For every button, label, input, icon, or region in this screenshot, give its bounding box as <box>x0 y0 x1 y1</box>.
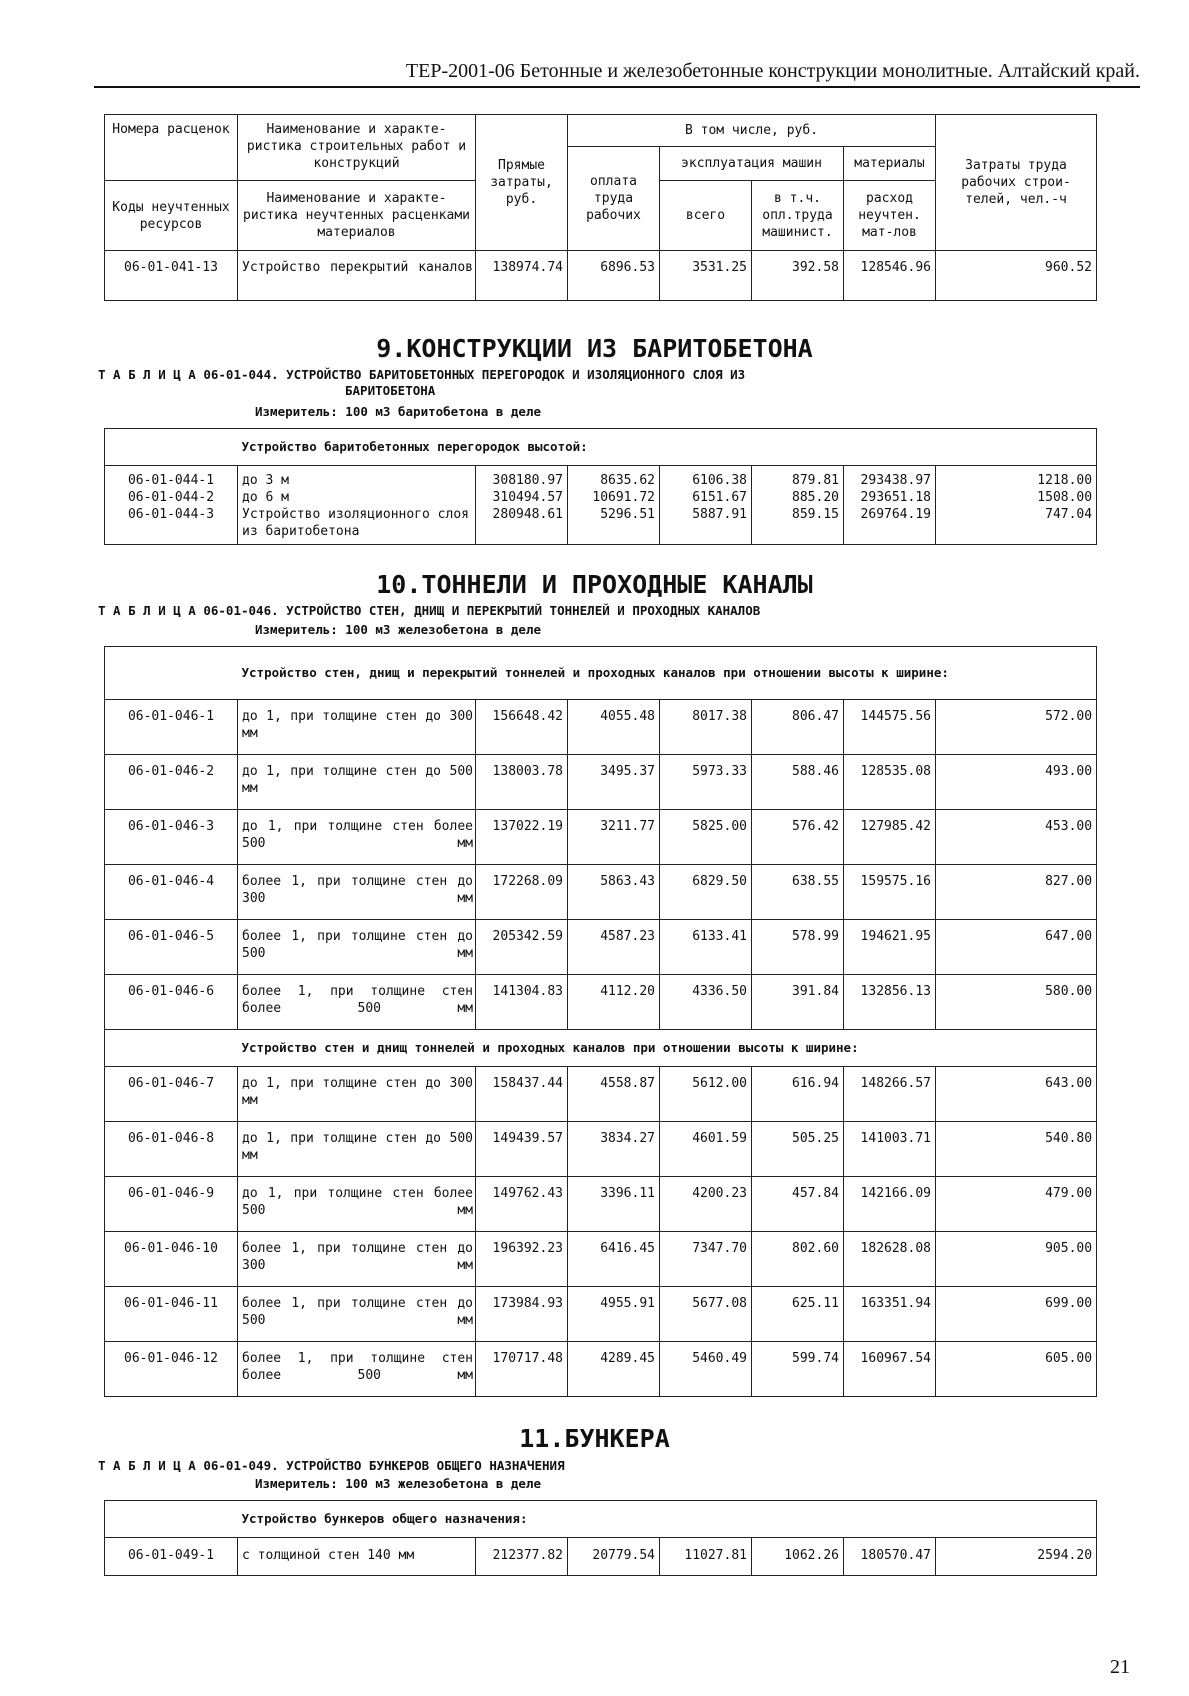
materials: 182628.08 <box>844 1232 936 1287</box>
table-row <box>105 1232 1097 1287</box>
group-header-row <box>105 1501 1097 1538</box>
rate-name: до 3 м <box>242 473 289 488</box>
materials: 132856.13 <box>844 975 936 1030</box>
running-title: ТЕР-2001-06 Бетонные и железобетонные конструкции монолитные. Алтайский край. <box>405 60 1140 82</box>
header-rule <box>94 86 1140 88</box>
table-row <box>105 1067 1097 1122</box>
materials: 194621.95 <box>844 920 936 975</box>
table-label <box>98 367 746 398</box>
operator-pay: 806.47 <box>752 700 844 755</box>
materials: 293651.18 <box>860 490 931 505</box>
machines-total: 5677.08 <box>660 1287 752 1342</box>
header-unaccounted-materials: расход неучтен. мат-лов <box>844 181 936 251</box>
machines-total: 11027.81 <box>660 1538 752 1576</box>
table-row <box>105 1122 1097 1177</box>
table-row <box>105 700 1097 755</box>
section-title: 11.БУНКЕРА <box>519 1424 670 1453</box>
worker-pay: 3495.37 <box>568 755 660 810</box>
labor-costs: 580.00 <box>936 975 1097 1030</box>
worker-pay: 8635.62 <box>600 473 655 488</box>
header-materials: материалы <box>844 147 936 181</box>
rate-name: до 1, при толщине стен более 500 мм <box>242 819 473 851</box>
rate-name: более 1, при толщине стен более 500 мм <box>242 1351 473 1383</box>
table-row <box>105 466 1097 545</box>
header-machine-operation: эксплуатация машин <box>660 147 844 181</box>
rate-name: Устройство изоляционного слоя из баритобетона <box>242 507 469 539</box>
materials: 144575.56 <box>844 700 936 755</box>
operator-pay: 578.99 <box>752 920 844 975</box>
worker-pay: 4112.20 <box>568 975 660 1030</box>
rate-code: 06-01-046-3 <box>105 810 238 865</box>
machines-total: 6133.41 <box>660 920 752 975</box>
operator-pay: 885.20 <box>792 490 839 505</box>
materials: 148266.57 <box>844 1067 936 1122</box>
group-title: Устройство стен, днищ и перекрытий тоннелей и проходных каналов при отношении высоты к ширине: <box>238 647 1097 700</box>
header-direct-costs: Прямые затраты, руб. <box>476 115 568 251</box>
operator-pay: 588.46 <box>752 755 844 810</box>
direct-costs: 173984.93 <box>476 1287 568 1342</box>
direct-costs: 196392.23 <box>476 1232 568 1287</box>
direct-costs: 149439.57 <box>476 1122 568 1177</box>
worker-pay: 4955.91 <box>568 1287 660 1342</box>
header-worker-pay: оплата труда рабочих <box>568 147 660 251</box>
table-row <box>105 865 1097 920</box>
operator-pay: 616.94 <box>752 1067 844 1122</box>
rate-name: до 1, при толщине стен до 500 мм <box>242 1131 473 1163</box>
labor-costs: 493.00 <box>936 755 1097 810</box>
section-title: 9.КОНСТРУКЦИИ ИЗ БАРИТОБЕТОНА <box>376 334 813 363</box>
group-title: Устройство бункеров общего назначения: <box>238 1501 1097 1538</box>
worker-pay: 3211.77 <box>568 810 660 865</box>
direct-costs: 308180.97 <box>492 473 563 488</box>
machines-total: 4601.59 <box>660 1122 752 1177</box>
group-title: Устройство баритобетонных перегородок высотой: <box>238 429 1097 466</box>
operator-pay: 576.42 <box>752 810 844 865</box>
machines-total: 6151.67 <box>692 490 747 505</box>
operator-pay: 392.58 <box>752 251 844 301</box>
rate-code: 06-01-046-8 <box>105 1122 238 1177</box>
machines-total: 8017.38 <box>660 700 752 755</box>
operator-pay: 505.25 <box>752 1122 844 1177</box>
table-row <box>105 920 1097 975</box>
machines-total: 5460.49 <box>660 1342 752 1397</box>
materials: 160967.54 <box>844 1342 936 1397</box>
table-row <box>105 1538 1097 1576</box>
machines-total: 5887.91 <box>692 507 747 522</box>
header-operator-pay: в т.ч. опл.труда машинист. <box>752 181 844 251</box>
rate-code: 06-01-046-4 <box>105 865 238 920</box>
rate-name: до 1, при толщине стен более 500 мм <box>242 1186 473 1218</box>
operator-pay: 859.15 <box>792 507 839 522</box>
worker-pay: 4587.23 <box>568 920 660 975</box>
machines-total: 5973.33 <box>660 755 752 810</box>
direct-costs: 205342.59 <box>476 920 568 975</box>
rate-code: 06-01-044-3 <box>127 507 215 522</box>
rate-code: 06-01-046-1 <box>105 700 238 755</box>
header-unaccounted-names: Наименование и характе- ристика неучтенных расценками материалов <box>238 181 476 251</box>
operator-pay: 802.60 <box>752 1232 844 1287</box>
materials: 141003.71 <box>844 1122 936 1177</box>
direct-costs: 138003.78 <box>476 755 568 810</box>
worker-pay: 4289.45 <box>568 1342 660 1397</box>
rate-code: 06-01-046-7 <box>105 1067 238 1122</box>
operator-pay: 457.84 <box>752 1177 844 1232</box>
table-row <box>105 975 1097 1030</box>
machines-total: 3531.25 <box>660 251 752 301</box>
machines-total: 5612.00 <box>660 1067 752 1122</box>
materials: 163351.94 <box>844 1287 936 1342</box>
operator-pay: 391.84 <box>752 975 844 1030</box>
labor-costs: 1508.00 <box>1037 490 1093 505</box>
operator-pay: 879.81 <box>792 473 839 488</box>
machines-total: 4200.23 <box>660 1177 752 1232</box>
table-label-text: Т А Б Л И Ц А 06-01-044. УСТРОЙСТВО БАРИТОБЕТОННЫХ ПЕРЕГОРОДОК И ИЗОЛЯЦИОННОГО СЛОЯ ИЗ <box>98 367 746 382</box>
materials: 127985.42 <box>844 810 936 865</box>
machines-total: 7347.70 <box>660 1232 752 1287</box>
table-label: Т А Б Л И Ц А 06-01-049. УСТРОЙСТВО БУНКЕРОВ ОБЩЕГО НАЗНАЧЕНИЯ <box>98 1458 565 1473</box>
labor-costs: 540.80 <box>936 1122 1097 1177</box>
direct-costs: 141304.83 <box>476 975 568 1030</box>
rate-name: более 1, при толщине стен до 300 мм <box>242 1241 473 1273</box>
rate-code: 06-01-046-2 <box>105 755 238 810</box>
header-unaccounted-codes: Коды неучтенных ресурсов <box>105 181 238 251</box>
labor-costs: 747.04 <box>1045 507 1093 522</box>
table-row <box>105 1342 1097 1397</box>
materials: 269764.19 <box>860 507 931 522</box>
rates-table-06-01-044 <box>104 428 1097 545</box>
header-machines-total: всего <box>660 181 752 251</box>
rate-name: более 1, при толщине стен более 500 мм <box>242 984 473 1016</box>
labor-costs: 827.00 <box>936 865 1097 920</box>
labor-costs: 647.00 <box>936 920 1097 975</box>
table-row <box>105 810 1097 865</box>
worker-pay: 6896.53 <box>568 251 660 301</box>
rate-name: до 1, при толщине стен до 300 мм <box>242 709 473 741</box>
materials: 293438.97 <box>860 473 931 488</box>
worker-pay: 5863.43 <box>568 865 660 920</box>
rate-name: более 1, при толщине стен до 300 мм <box>242 874 473 906</box>
labor-costs: 2594.20 <box>936 1538 1097 1576</box>
materials: 128535.08 <box>844 755 936 810</box>
group-header-row <box>105 647 1097 700</box>
rate-code: 06-01-046-5 <box>105 920 238 975</box>
machines-total: 4336.50 <box>660 975 752 1030</box>
operator-pay: 1062.26 <box>752 1538 844 1576</box>
group-header-row <box>105 429 1097 466</box>
page-number: 21 <box>1110 1656 1130 1678</box>
direct-costs: 149762.43 <box>476 1177 568 1232</box>
rate-code: 06-01-044-2 <box>127 490 215 505</box>
rates-table-06-01-046 <box>104 646 1097 1397</box>
labor-costs: 643.00 <box>936 1067 1097 1122</box>
table-row <box>105 251 1097 301</box>
operator-pay: 625.11 <box>752 1287 844 1342</box>
table-meter: Измеритель: 100 м3 железобетона в деле <box>255 622 541 637</box>
materials: 142166.09 <box>844 1177 936 1232</box>
table-row <box>105 755 1097 810</box>
table-meter: Измеритель: 100 м3 железобетона в деле <box>255 1476 541 1491</box>
table-meter: Измеритель: 100 м3 баритобетона в деле <box>255 404 541 419</box>
direct-costs: 172268.09 <box>476 865 568 920</box>
rate-name: до 6 м <box>242 490 289 505</box>
labor-costs: 479.00 <box>936 1177 1097 1232</box>
direct-costs: 310494.57 <box>492 490 563 505</box>
worker-pay: 3396.11 <box>568 1177 660 1232</box>
header-rate-numbers: Номера расценок <box>105 115 238 181</box>
worker-pay: 4055.48 <box>568 700 660 755</box>
labor-costs: 1218.00 <box>1037 473 1093 488</box>
operator-pay: 599.74 <box>752 1342 844 1397</box>
table-row <box>105 1287 1097 1342</box>
direct-costs: 280948.61 <box>492 507 563 522</box>
labor-costs: 699.00 <box>936 1287 1097 1342</box>
machines-total: 6829.50 <box>660 865 752 920</box>
table-label-continuation: БАРИТОБЕТОНА <box>345 383 436 398</box>
rate-name: более 1, при толщине стен до 500 мм <box>242 1296 473 1328</box>
rate-name: более 1, при толщине стен до 500 мм <box>242 929 473 961</box>
rate-code: 06-01-049-1 <box>105 1538 238 1576</box>
header-including: В том числе, руб. <box>568 115 936 147</box>
worker-pay: 5296.51 <box>600 507 655 522</box>
rates-table-06-01-049 <box>104 1500 1097 1576</box>
worker-pay: 10691.72 <box>592 490 655 505</box>
rate-code: 06-01-046-11 <box>105 1287 238 1342</box>
worker-pay: 4558.87 <box>568 1067 660 1122</box>
rate-name: до 1, при толщине стен до 500 мм <box>242 764 473 796</box>
worker-pay: 3834.27 <box>568 1122 660 1177</box>
worker-pay: 6416.45 <box>568 1232 660 1287</box>
table-row <box>105 1177 1097 1232</box>
group-title: Устройство стен и днищ тоннелей и проходных каналов при отношении высоты к ширине: <box>238 1030 1097 1067</box>
labor-costs: 960.52 <box>936 251 1097 301</box>
rate-code: 06-01-046-6 <box>105 975 238 1030</box>
materials: 180570.47 <box>844 1538 936 1576</box>
rate-code: 06-01-044-1 <box>127 473 215 488</box>
direct-costs: 158437.44 <box>476 1067 568 1122</box>
rate-code: 06-01-041-13 <box>105 251 238 301</box>
machines-total: 5825.00 <box>660 810 752 865</box>
rate-name: до 1, при толщине стен до 300 мм <box>242 1076 473 1108</box>
direct-costs: 170717.48 <box>476 1342 568 1397</box>
section-title: 10.ТОННЕЛИ И ПРОХОДНЫЕ КАНАЛЫ <box>376 570 813 599</box>
worker-pay: 20779.54 <box>568 1538 660 1576</box>
operator-pay: 638.55 <box>752 865 844 920</box>
table-label: Т А Б Л И Ц А 06-01-046. УСТРОЙСТВО СТЕН, ДНИЩ И ПЕРЕКРЫТИЙ ТОННЕЛЕЙ И ПРОХОДНЫХ КАНАЛОВ <box>98 603 761 618</box>
machines-total: 6106.38 <box>692 473 747 488</box>
header-labor-costs: Затраты труда рабочих строи- телей, чел.-ч <box>936 115 1097 251</box>
labor-costs: 605.00 <box>936 1342 1097 1397</box>
rates-table-06-01-041 <box>104 114 1097 301</box>
materials: 159575.16 <box>844 865 936 920</box>
rate-code: 06-01-046-10 <box>105 1232 238 1287</box>
rate-name: с толщиной стен 140 мм <box>238 1538 476 1576</box>
direct-costs: 156648.42 <box>476 700 568 755</box>
direct-costs: 138974.74 <box>476 251 568 301</box>
labor-costs: 572.00 <box>936 700 1097 755</box>
direct-costs: 137022.19 <box>476 810 568 865</box>
rate-name: Устройство перекрытий каналов <box>242 260 473 275</box>
labor-costs: 453.00 <box>936 810 1097 865</box>
direct-costs: 212377.82 <box>476 1538 568 1576</box>
rate-code: 06-01-046-12 <box>105 1342 238 1397</box>
labor-costs: 905.00 <box>936 1232 1097 1287</box>
materials: 128546.96 <box>844 251 936 301</box>
header-work-name: Наименование и характе- ристика строительных работ и конструкций <box>238 115 476 181</box>
rate-code: 06-01-046-9 <box>105 1177 238 1232</box>
group-header-row <box>105 1030 1097 1067</box>
